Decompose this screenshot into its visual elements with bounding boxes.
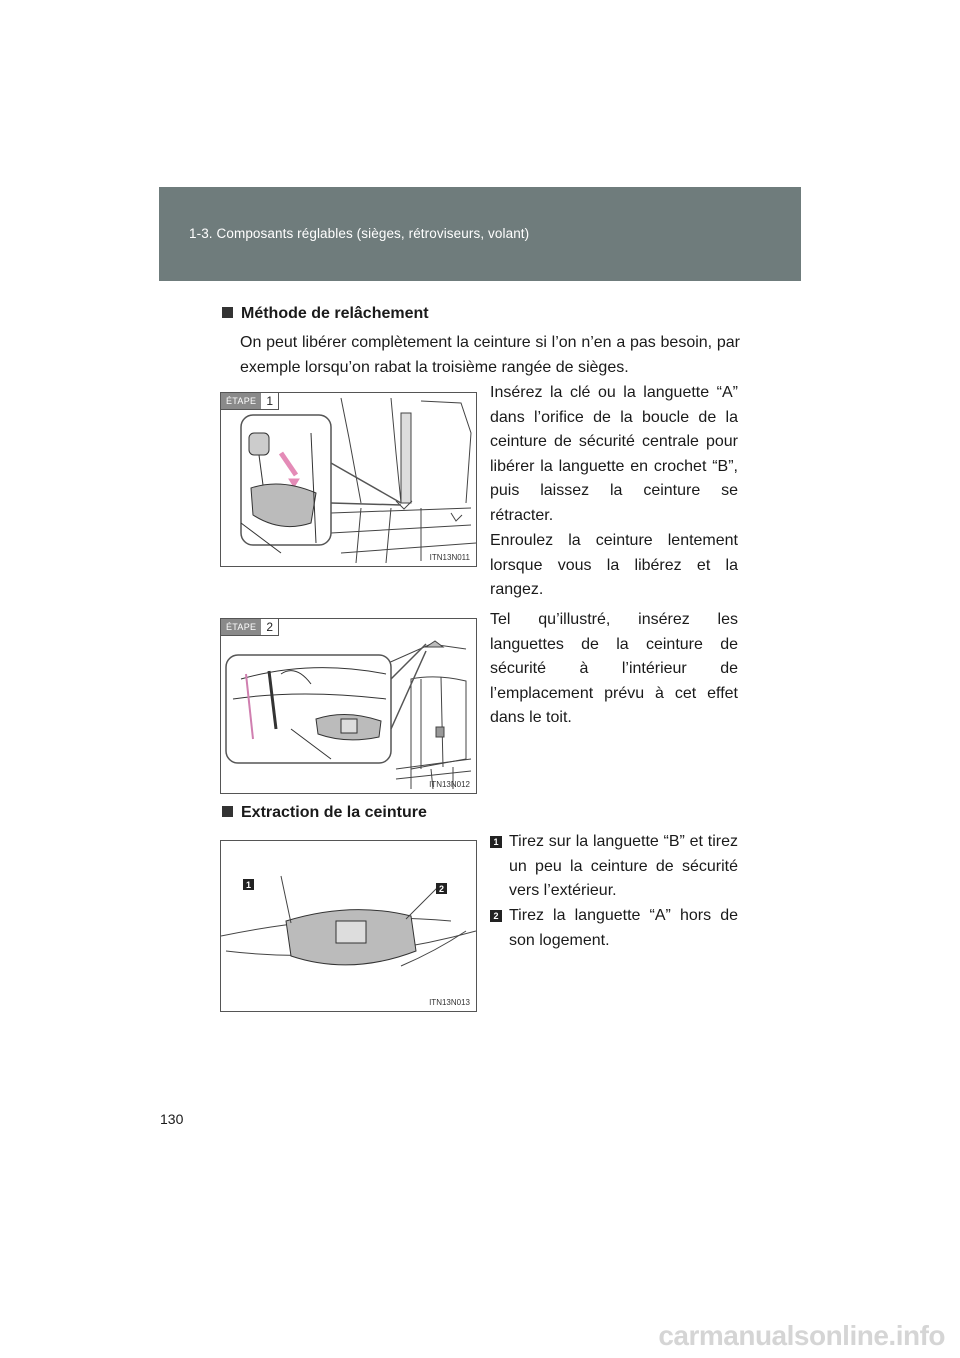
section-title-release: Méthode de relâchement xyxy=(222,305,429,323)
chapter-header xyxy=(159,187,801,281)
step1-note: Enroulez la ceinture lentement lorsque vous la libérez et la rangez. xyxy=(490,532,738,598)
figure-step-2 xyxy=(220,618,477,794)
seat-belt-release-illustration xyxy=(221,393,476,566)
step-badge: ÉTAPE 1 xyxy=(221,393,279,410)
callout-2-label: 2 xyxy=(438,884,445,894)
figure-step-1 xyxy=(220,392,477,567)
figure-code: ITN13N013 xyxy=(429,998,470,1007)
watermark: carmanualsonline.info xyxy=(658,1320,945,1351)
step2-instruction: Tel qu’illustré, insérez les languettes de la ceinture de sécurité à l’intérieur de l’emplacement prévu à cet effet dans le toit. xyxy=(490,611,738,726)
square-bullet-icon xyxy=(222,806,233,817)
callout-1-label: 1 xyxy=(245,880,252,890)
square-bullet-icon xyxy=(222,307,233,318)
list-item: 1 Tirez sur la languette “B” et tirez un peu la ceinture de sécurité vers l’extérieur. xyxy=(490,830,738,904)
figure-extraction xyxy=(220,840,477,1012)
section-title-extraction: Extraction de la ceinture xyxy=(222,804,427,822)
number-box-icon: 2 xyxy=(490,910,502,922)
number-box-icon: 1 xyxy=(490,836,502,848)
breadcrumb: 1-3. Composants réglables (sièges, rétroviseurs, volant) xyxy=(189,226,530,241)
figure-code: ITN13N011 xyxy=(429,553,470,562)
belt-extraction-illustration xyxy=(221,841,476,1011)
step1-instruction: Insérez la clé ou la languette “A” dans l’orifice de la boucle de la ceinture de sécurité centrale pour libérer la languette en crochet “B”, puis laissez la ceinture se rétracter. xyxy=(490,384,738,524)
list-item: 2 Tirez la languette “A” hors de son logement. xyxy=(490,904,738,953)
step-badge: ÉTAPE 2 xyxy=(221,619,279,636)
figure-code: ITN13N012 xyxy=(429,780,470,789)
section-intro: On peut libérer complètement la ceinture si l’on n’en a pas besoin, par exemple lorsqu’on rabat la troisième rangée de sièges. xyxy=(240,334,740,376)
belt-stowage-illustration xyxy=(221,619,476,793)
page-number: 130 xyxy=(160,1111,184,1127)
